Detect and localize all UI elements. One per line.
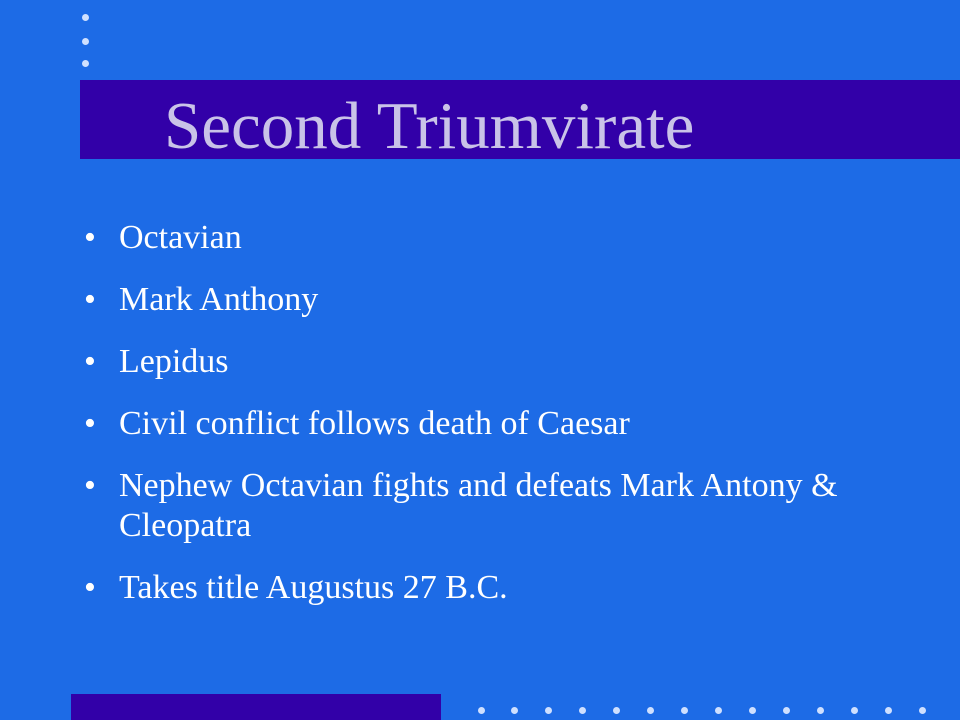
bullet-item bbox=[84, 466, 884, 546]
decorative-dot bbox=[478, 707, 485, 714]
decorative-dot bbox=[647, 707, 654, 714]
bullet-text: Lepidus bbox=[119, 343, 229, 380]
bullet-item bbox=[84, 218, 884, 258]
bullet-mark: • bbox=[84, 569, 96, 606]
bullet-text: Nephew Octavian fights and defeats Mark Antony & Cleopatra bbox=[119, 467, 838, 544]
decorative-dot bbox=[82, 60, 89, 67]
decorative-dot bbox=[749, 707, 756, 714]
bullet-item bbox=[84, 280, 884, 320]
decorative-dot bbox=[851, 707, 858, 714]
decorative-dot bbox=[511, 707, 518, 714]
bullet-mark: • bbox=[84, 281, 96, 318]
slide-title: Second Triumvirate bbox=[164, 89, 695, 163]
bullet-item bbox=[84, 568, 884, 608]
bullet-mark: • bbox=[84, 219, 96, 256]
bullet-text: Mark Anthony bbox=[119, 281, 319, 318]
bullet-list bbox=[84, 218, 884, 630]
decorative-dot bbox=[681, 707, 688, 714]
bullet-text: Octavian bbox=[119, 219, 242, 256]
bullet-mark: • bbox=[84, 467, 96, 504]
bullet-mark: • bbox=[84, 343, 96, 380]
bullet-text: Takes title Augustus 27 B.C. bbox=[119, 569, 508, 606]
decorative-dot bbox=[613, 707, 620, 714]
decorative-dot bbox=[82, 14, 89, 21]
footer-band bbox=[71, 694, 441, 720]
bullet-item bbox=[84, 404, 884, 444]
bullet-mark: • bbox=[84, 405, 96, 442]
bullet-item bbox=[84, 342, 884, 382]
bullet-text: Civil conflict follows death of Caesar bbox=[119, 405, 630, 442]
decorative-dot bbox=[579, 707, 586, 714]
decorative-dot bbox=[715, 707, 722, 714]
decorative-dot bbox=[545, 707, 552, 714]
decorative-dot bbox=[885, 707, 892, 714]
decorative-dot bbox=[919, 707, 926, 714]
decorative-dot bbox=[783, 707, 790, 714]
decorative-dot bbox=[817, 707, 824, 714]
decorative-dot bbox=[82, 38, 89, 45]
